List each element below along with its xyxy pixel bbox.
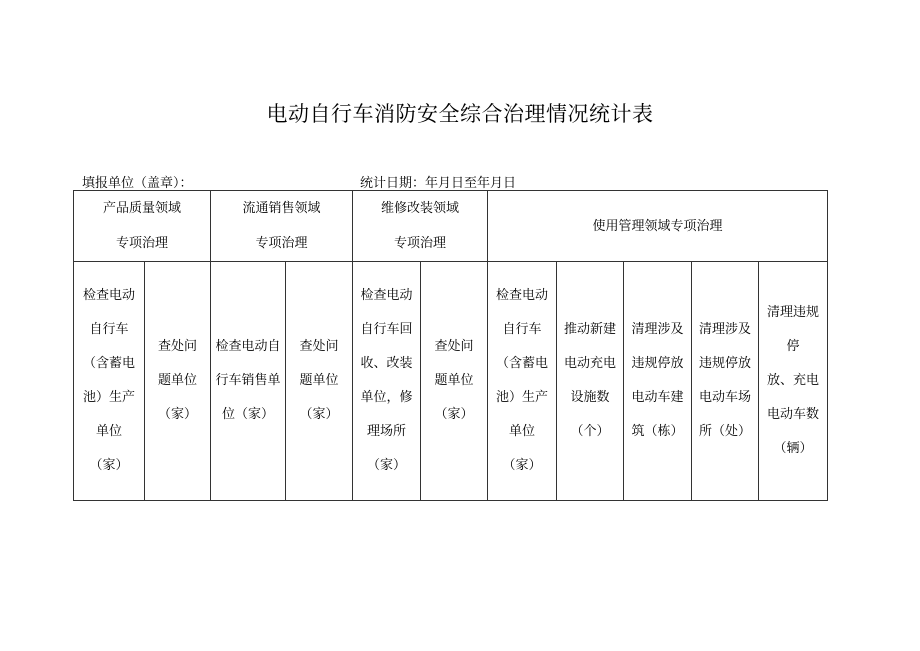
column-header-line: 违规停放 [631,356,684,371]
column-header-line: 电动车建 [631,390,684,405]
group-header-line: 专项治理 [394,236,447,251]
column-header-line: 单位，修 [360,390,413,405]
column-header-row [74,262,828,501]
column-header-line: 池）生产 [496,390,549,405]
statistics-table [73,190,828,501]
column-header-line: 自行车 [89,322,129,337]
reporting-unit-label: 填报单位（盖章）： [82,176,193,191]
column-header-line: 查处问 [158,339,198,354]
group-header-line: 专项治理 [116,236,169,251]
column-header-line: 检查电动 [496,288,549,303]
column-header [692,262,759,501]
column-header-line: 设施数 [570,390,610,405]
column-header-line: 单位 [95,424,122,439]
column-header [211,262,286,501]
column-header [759,262,828,501]
column-header-line: 电动车数 [767,407,820,422]
column-header-line: 理场所 [367,424,407,439]
column-header-line: 清理涉及 [631,322,684,337]
column-header-line: 检查电动自 [215,339,281,354]
group-header-line: 维修改装领域 [381,201,460,216]
column-header-line: （家） [367,458,407,473]
group-header-row [74,191,828,262]
column-header-line: 推动新建 [564,322,617,337]
column-header-line: 查处问 [299,339,339,354]
column-header-line: 电动车场 [699,390,752,405]
column-header-line: 清理违规 [767,305,820,320]
column-header-line: （家） [434,407,474,422]
column-header [353,262,421,501]
column-header-line: 自行车回 [360,322,413,337]
column-header-line: （家） [299,407,339,422]
column-header-line: 题单位 [434,373,474,388]
column-header-line: 池）生产 [82,390,135,405]
column-header-line: （家） [158,407,198,422]
group-header-line: 产品质量领域 [103,201,182,216]
column-header-line: 单位 [509,424,536,439]
group-header-product-quality [74,191,211,262]
column-header-line: 位（家） [222,407,275,422]
group-header-repair-modification [353,191,488,262]
column-header-line: （含蓄电 [496,356,549,371]
column-header-line: 行车销售单 [215,373,281,388]
column-header-line: （含蓄电 [82,356,135,371]
column-header-line: 题单位 [299,373,339,388]
column-header [421,262,488,501]
column-header-line: （个） [570,424,610,439]
column-header-line: 筑（栋） [631,424,684,439]
column-header-line: 电动充电 [564,356,617,371]
column-header [145,262,211,501]
column-header [557,262,624,501]
column-header-line: 清理涉及 [699,322,752,337]
column-header-line: 停 [786,339,800,354]
column-header-line: 收、改装 [360,356,413,371]
column-header-line: 违规停放 [699,356,752,371]
statistics-date-label: 统计日期：年月日至年月日 [360,176,517,191]
column-header-line: （辆） [773,441,813,456]
group-header-line: 专项治理 [255,236,308,251]
group-header-distribution-sales [211,191,353,262]
column-header-line: （家） [502,458,542,473]
column-header-line: 检查电动 [82,288,135,303]
column-header [74,262,145,501]
group-header-usage-management [488,191,828,262]
column-header-line: （家） [89,458,129,473]
column-header-line: 放、充电 [767,373,820,388]
column-header [488,262,557,501]
column-header-line: 所（处） [699,424,752,439]
column-header [624,262,692,501]
group-header-line: 流通销售领域 [242,201,321,216]
column-header-line: 检查电动 [360,288,413,303]
column-header-line: 查处问 [434,339,474,354]
group-header-line: 使用管理领域专项治理 [592,218,723,234]
document-title: 电动自行车消防安全综合治理情况统计表 [266,102,654,126]
column-header [286,262,353,501]
column-header-line: 题单位 [158,373,198,388]
column-header-line: 自行车 [502,322,542,337]
